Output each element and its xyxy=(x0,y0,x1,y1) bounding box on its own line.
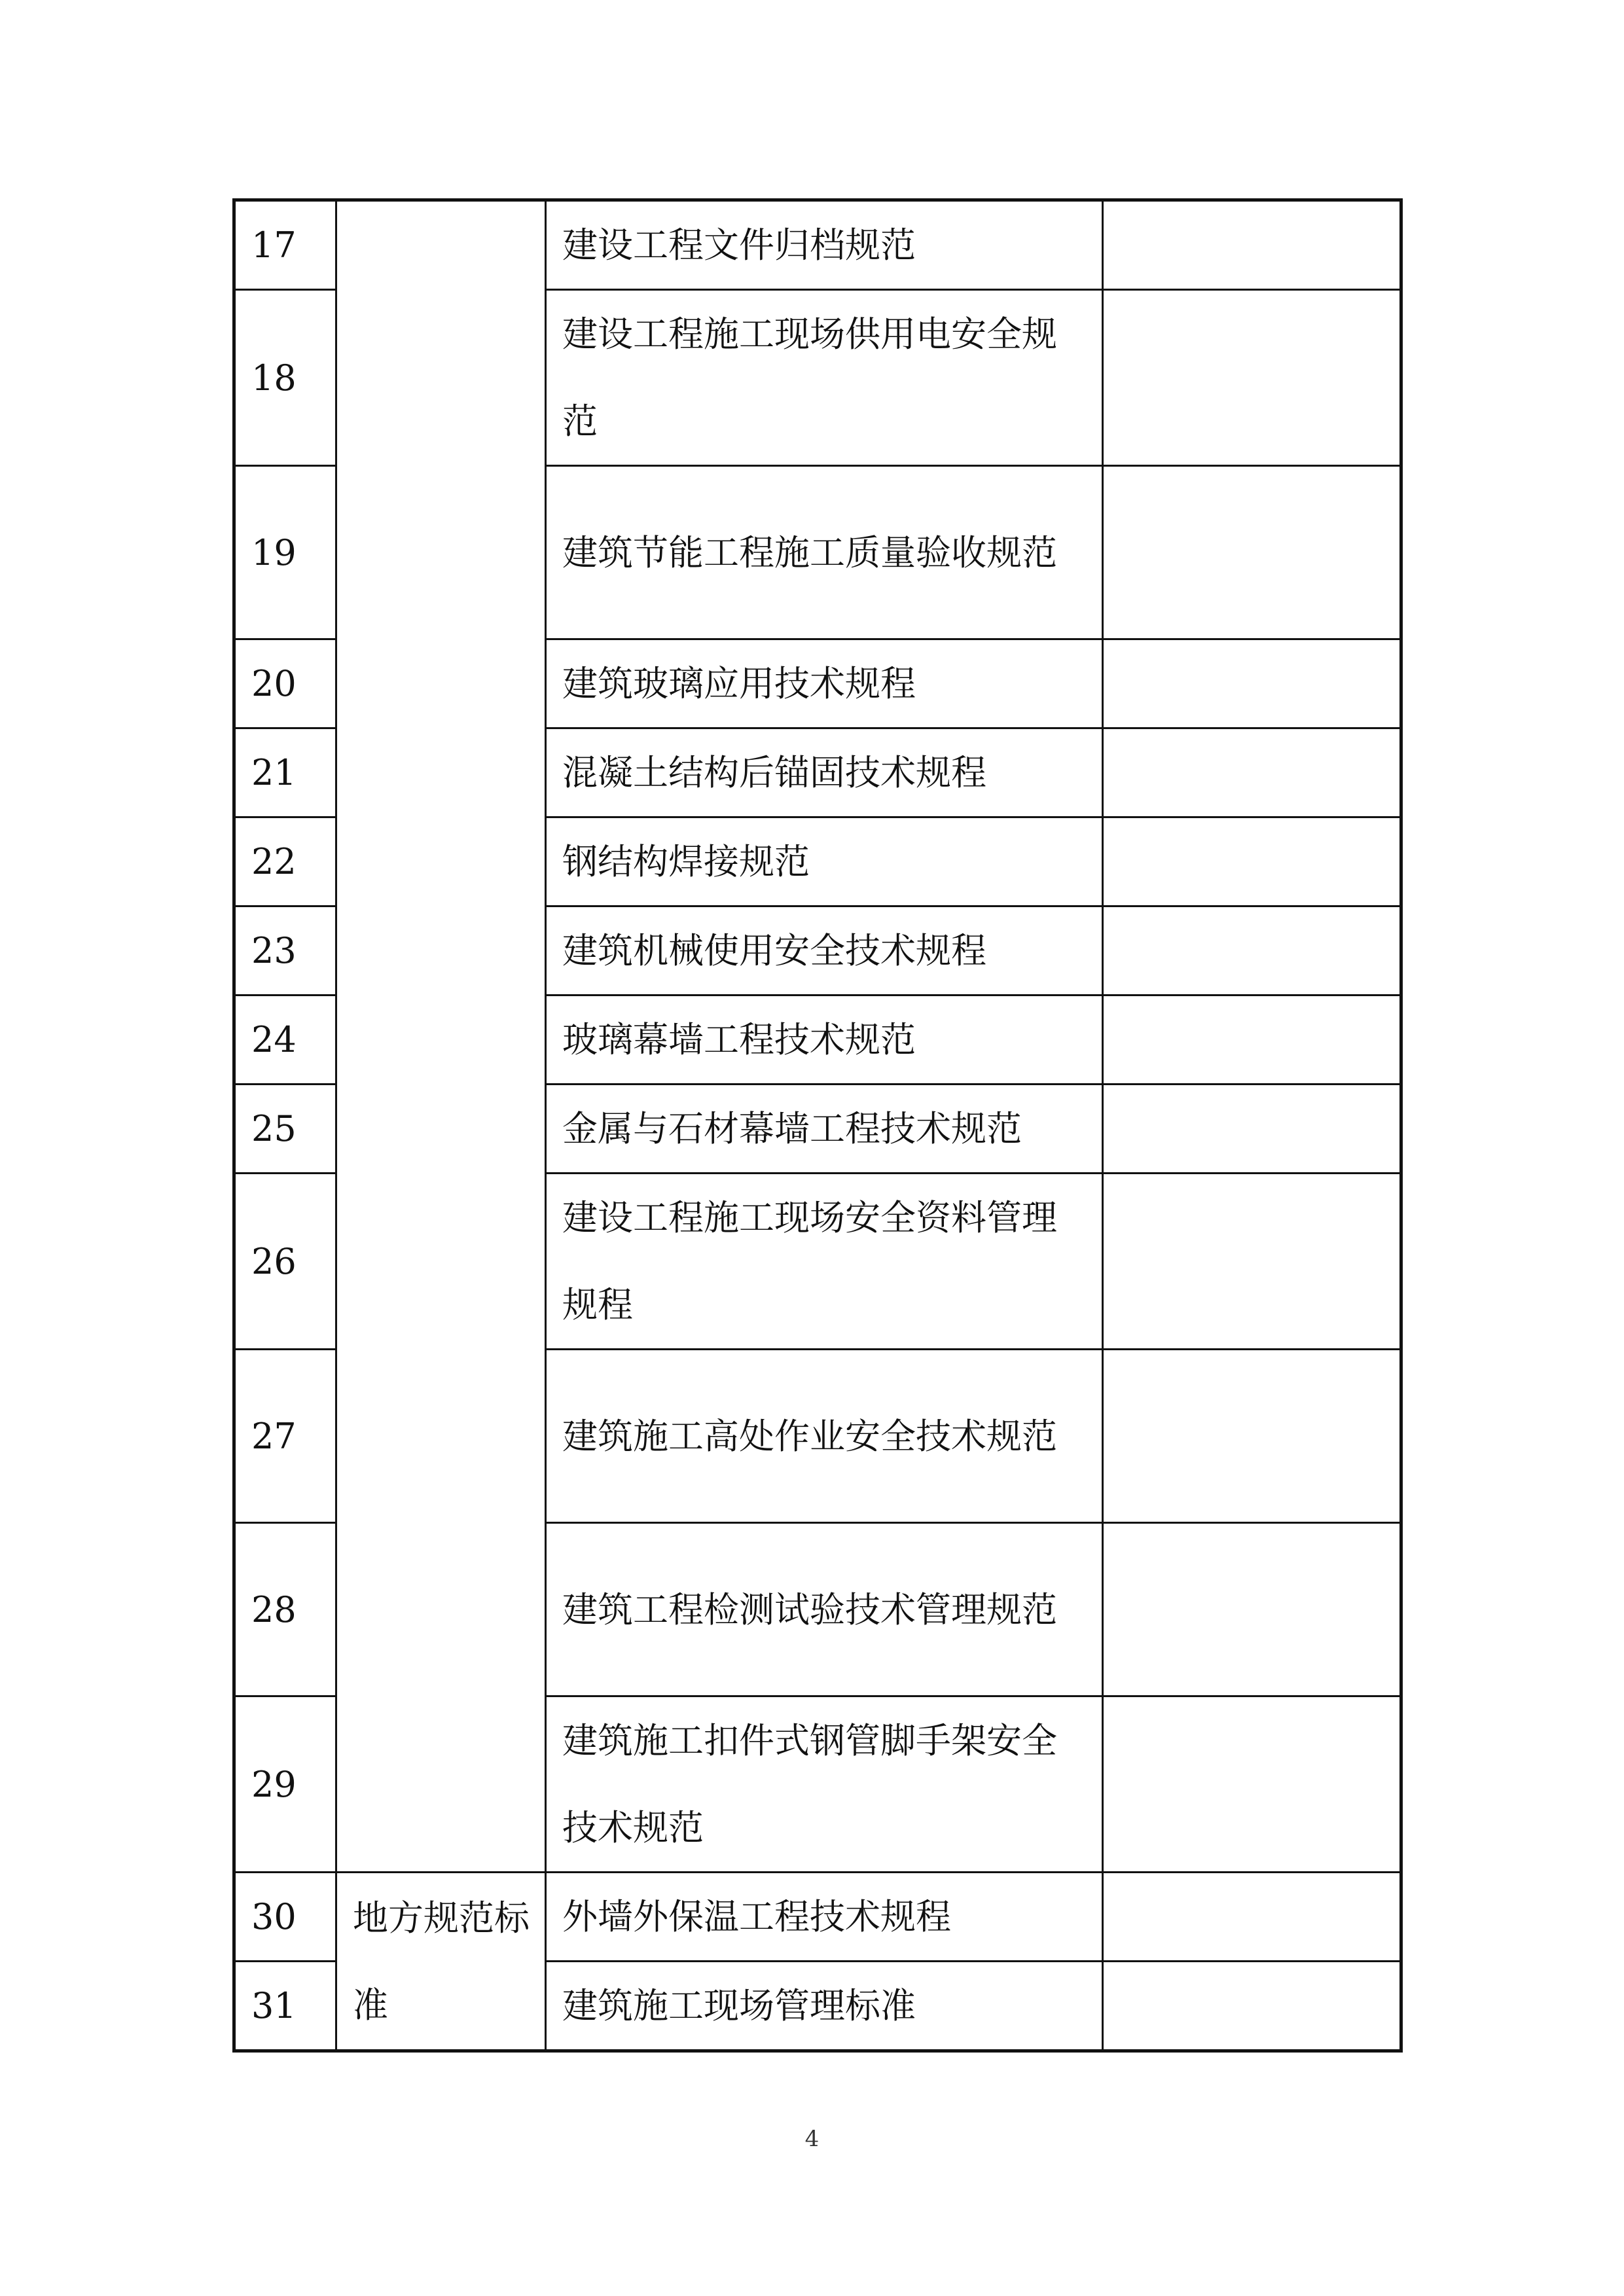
standard-name: 建筑机械使用安全技术规程 xyxy=(546,906,1103,996)
standard-name: 金属与石材幕墙工程技术规范 xyxy=(546,1085,1103,1174)
row-number: 26 xyxy=(234,1174,336,1350)
standard-name: 混凝土结构后锚固技术规程 xyxy=(546,728,1103,817)
remark-cell xyxy=(1103,728,1401,817)
table-row xyxy=(234,200,1401,290)
row-number: 28 xyxy=(234,1523,336,1696)
page-number: 4 xyxy=(804,2126,820,2152)
row-number: 23 xyxy=(234,906,336,996)
remark-cell xyxy=(1103,996,1401,1085)
row-number: 20 xyxy=(234,639,336,728)
standard-name: 建筑工程检测试验技术管理规范 xyxy=(546,1523,1103,1696)
standard-name: 玻璃幕墙工程技术规范 xyxy=(546,996,1103,1085)
row-number: 18 xyxy=(234,290,336,466)
row-number: 17 xyxy=(234,200,336,290)
row-number: 19 xyxy=(234,466,336,639)
standard-name: 建筑玻璃应用技术规程 xyxy=(546,639,1103,728)
remark-cell xyxy=(1103,1873,1401,1962)
category-cell-continued xyxy=(336,200,546,1873)
row-number: 22 xyxy=(234,817,336,906)
standard-name: 建设工程文件归档规范 xyxy=(546,200,1103,290)
remark-cell xyxy=(1103,1523,1401,1696)
remark-cell xyxy=(1103,290,1401,466)
standard-name: 钢结构焊接规范 xyxy=(546,817,1103,906)
category-cell-local xyxy=(336,1873,546,2051)
remark-cell xyxy=(1103,817,1401,906)
table-row xyxy=(234,1873,1401,1962)
standards-table xyxy=(232,198,1403,2053)
remark-cell xyxy=(1103,466,1401,639)
standard-name: 建筑施工扣件式钢管脚手架安全技术规范 xyxy=(546,1696,1103,1873)
row-number: 24 xyxy=(234,996,336,1085)
remark-cell xyxy=(1103,200,1401,290)
row-number: 29 xyxy=(234,1696,336,1873)
row-number: 31 xyxy=(234,1962,336,2051)
remark-cell xyxy=(1103,1962,1401,2051)
remark-cell xyxy=(1103,1696,1401,1873)
standard-name: 建筑施工现场管理标准 xyxy=(546,1962,1103,2051)
category-label: 地方规范标准 xyxy=(353,1897,530,2026)
remark-cell xyxy=(1103,1085,1401,1174)
row-number: 30 xyxy=(234,1873,336,1962)
standard-name: 建设工程施工现场安全资料管理规程 xyxy=(546,1174,1103,1350)
standard-name: 建筑施工高处作业安全技术规范 xyxy=(546,1350,1103,1523)
remark-cell xyxy=(1103,1174,1401,1350)
standard-name: 建筑节能工程施工质量验收规范 xyxy=(546,466,1103,639)
remark-cell xyxy=(1103,639,1401,728)
standard-name: 外墙外保温工程技术规程 xyxy=(546,1873,1103,1962)
remark-cell xyxy=(1103,1350,1401,1523)
row-number: 27 xyxy=(234,1350,336,1523)
row-number: 21 xyxy=(234,728,336,817)
remark-cell xyxy=(1103,906,1401,996)
row-number: 25 xyxy=(234,1085,336,1174)
standard-name: 建设工程施工现场供用电安全规范 xyxy=(546,290,1103,466)
